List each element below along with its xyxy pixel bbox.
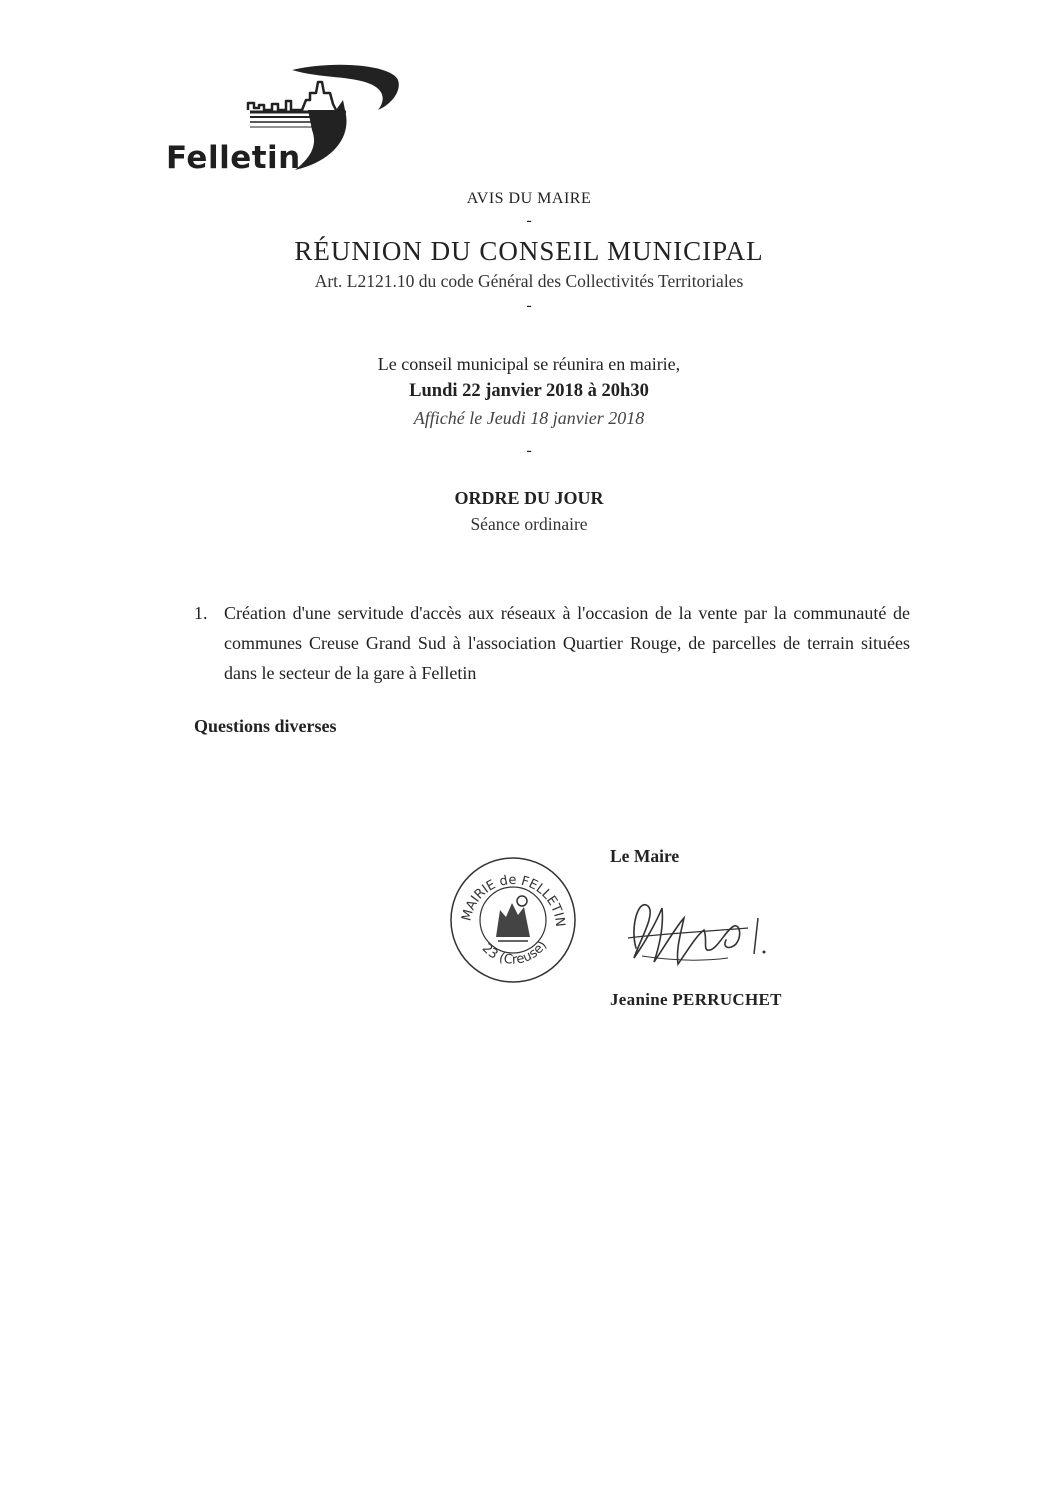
- agenda-item-number: 1.: [194, 603, 208, 623]
- notice-heading: AVIS DU MAIRE: [466, 190, 592, 207]
- svg-text:23 (Creuse): 23 (Creuse): [478, 938, 551, 968]
- separator-dash: -: [526, 442, 532, 459]
- felletin-logo: [160, 60, 410, 185]
- legal-reference: Art. L2121.10 du code Général des Collectivités Territoriales: [314, 271, 744, 291]
- document-title: RÉUNION DU CONSEIL MUNICIPAL: [294, 236, 764, 266]
- session-type: Séance ordinaire: [470, 514, 588, 534]
- meeting-date: Lundi 22 janvier 2018 à 20h30: [409, 381, 649, 401]
- signatory-title: Le Maire: [610, 846, 680, 866]
- mayor-signature: [618, 878, 778, 978]
- misc-questions: Questions diverses: [194, 716, 337, 736]
- meeting-intro: Le conseil municipal se réunira en mairie,: [377, 354, 681, 374]
- agenda-title: ORDRE DU JOUR: [454, 488, 604, 508]
- posting-date: Affiché le Jeudi 18 janvier 2018: [413, 408, 645, 428]
- agenda-item: [194, 598, 910, 688]
- handwritten-signature-icon: [618, 878, 778, 978]
- logo-text: Felletin: [166, 140, 301, 176]
- seal-stamp-icon: [448, 855, 578, 985]
- separator-dash: -: [526, 297, 532, 314]
- separator-dash: -: [526, 212, 532, 229]
- signatory-name: Jeanine PERRUCHET: [610, 990, 782, 1009]
- mairie-seal: [448, 855, 578, 985]
- svg-text:MAIRIE de FELLETIN: MAIRIE de FELLETIN: [459, 872, 568, 928]
- agenda-item-text: Création d'une servitude d'accès aux réseaux à l'occasion de la vente par la communauté de communes Creuse Grand Sud à l'association Quartier Rouge, de parcelles de terrain situées dans le secteur de la gare à Felletin: [224, 603, 910, 683]
